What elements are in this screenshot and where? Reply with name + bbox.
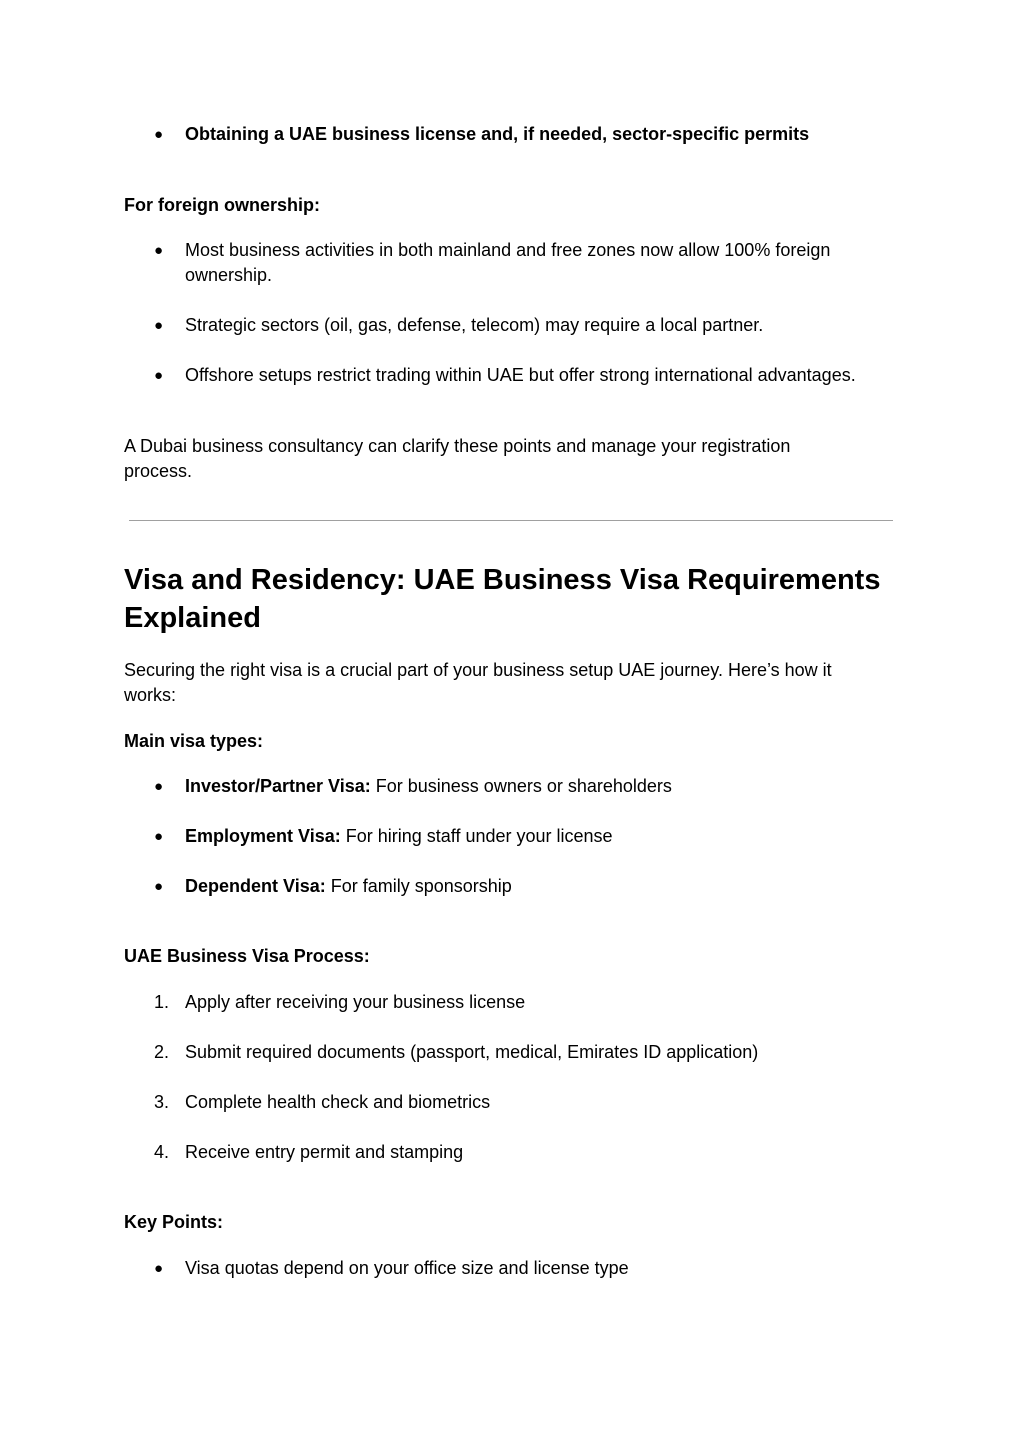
section-subheading: Key Points: bbox=[124, 1212, 224, 1232]
list-item: Most business activities in both mainland and free zones now allow 100% foreign ownership. bbox=[185, 240, 831, 285]
list-item bbox=[185, 774, 905, 799]
bullet-icon: ● bbox=[154, 126, 164, 143]
horizontal-divider bbox=[129, 520, 893, 521]
visa-type-label: Investor/Partner Visa: bbox=[185, 776, 371, 796]
section-subheading: UAE Business Visa Process: bbox=[124, 946, 370, 966]
bullet-icon: ● bbox=[154, 878, 164, 895]
visa-type-label: Dependent Visa: bbox=[185, 876, 326, 896]
visa-type-desc: For hiring staff under your license bbox=[345, 826, 613, 846]
section-subheading: For foreign ownership: bbox=[124, 195, 320, 215]
list-item: Offshore setups restrict trading within UAE but offer strong international advantages. bbox=[185, 365, 856, 385]
bullet-icon: ● bbox=[154, 828, 164, 845]
section-heading: Visa and Residency: UAE Business Visa Requirements Explained bbox=[124, 564, 881, 634]
list-item: Visa quotas depend on your office size and license type bbox=[185, 1258, 629, 1278]
step-number: 4. bbox=[154, 1142, 170, 1162]
visa-type-label: Employment Visa: bbox=[185, 826, 341, 846]
section-subheading: Main visa types: bbox=[124, 731, 264, 751]
bullet-icon: ● bbox=[154, 778, 164, 795]
bullet-icon: ● bbox=[154, 317, 164, 334]
bullet-icon: ● bbox=[154, 367, 164, 384]
step-number: 3. bbox=[154, 1092, 170, 1112]
list-item: Apply after receiving your business license bbox=[185, 992, 526, 1012]
step-number: 2. bbox=[154, 1042, 170, 1062]
step-number: 1. bbox=[154, 992, 170, 1012]
list-item: Receive entry permit and stamping bbox=[185, 1142, 464, 1162]
visa-type-desc: For business owners or shareholders bbox=[375, 776, 672, 796]
visa-type-desc: For family sponsorship bbox=[330, 876, 512, 896]
list-item bbox=[185, 874, 905, 899]
bullet-icon: ● bbox=[154, 1260, 164, 1277]
list-item: Complete health check and biometrics bbox=[185, 1092, 491, 1112]
list-item: Submit required documents (passport, medical, Emirates ID application) bbox=[185, 1042, 759, 1062]
list-item bbox=[185, 824, 905, 849]
list-item: Obtaining a UAE business license and, if needed, sector-specific permits bbox=[185, 124, 810, 144]
paragraph: Securing the right visa is a crucial part of your business setup UAE journey. Here’s how it works: bbox=[124, 660, 832, 705]
bullet-icon: ● bbox=[154, 242, 164, 259]
list-item: Strategic sectors (oil, gas, defense, telecom) may require a local partner. bbox=[185, 315, 764, 335]
paragraph: A Dubai business consultancy can clarify these points and manage your registration process. bbox=[124, 436, 791, 481]
